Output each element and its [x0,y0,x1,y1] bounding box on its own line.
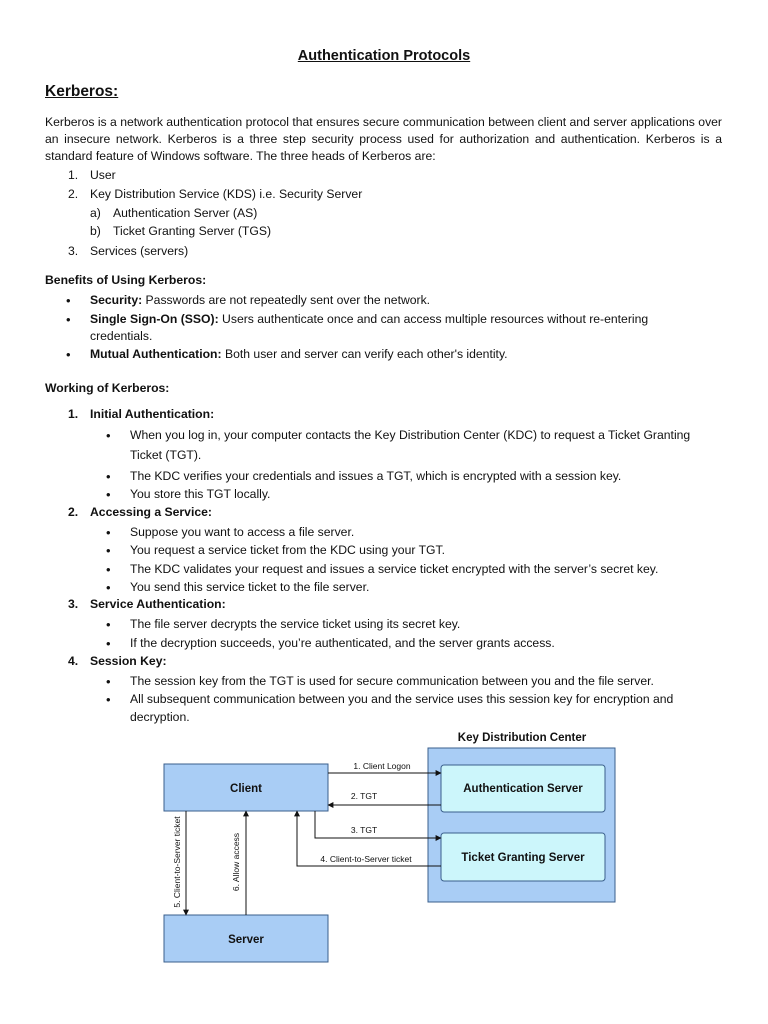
list-letter: a) [90,206,101,220]
ticket-granting-server-label: Ticket Granting Server [461,852,585,864]
bullet: • [106,562,111,577]
step2-item: The KDC validates your request and issues a service ticket encrypted with the server’s secret key. [130,562,659,576]
step2-item: You send this service ticket to the file server. [130,580,370,594]
list-letter: b) [90,224,101,238]
bullet: • [106,525,111,540]
step-number: 1. [68,407,79,421]
step4-item: The session key from the TGT is used for secure communication between you and the file server. [130,674,654,688]
kdc-title: Key Distribution Center [457,732,587,744]
step1-item: The KDC verifies your credentials and issues a TGT, which is encrypted with a session key. [130,469,622,483]
arrow-tgt-to-tgs [315,811,441,838]
bullet: • [106,580,111,595]
bullet: • [106,636,111,651]
label-allow-access: 6. Allow access [231,832,241,892]
list-number: 2. [68,187,79,201]
label-tgt-to-tgs: 3. TGT [350,825,378,835]
bullet: • [106,428,111,443]
list-number: 3. [68,244,79,258]
intro-paragraph: Kerberos is a network authentication protocol that ensures secure communication between client and server applications over an insecure network. Kerberos is a three step security process used for authorization and authentication. Kerberos is a standard feature of Windows software. The three heads of Kerberos are: [45,115,722,163]
list-item-user: User [90,168,116,182]
benefit-sso-continued: credentials. [90,329,153,343]
bullet: • [66,347,71,362]
step1-item-continued: Ticket (TGT). [130,448,202,462]
server-label: Server [228,934,264,946]
step3-item: The file server decrypts the service ticket using its secret key. [130,617,461,631]
label-client-to-server-ticket: 4. Client-to-Server ticket [320,854,412,864]
bullet: • [106,692,111,707]
authentication-server-label: Authentication Server [463,783,583,795]
bullet: • [106,674,111,689]
step-initial-authentication: Initial Authentication: [90,407,215,421]
step-number: 4. [68,654,79,668]
label-tgt-return: 2. TGT [350,791,378,801]
step-accessing-service: Accessing a Service: [90,505,212,519]
benefit-sso: Single Sign-On (SSO): Users authenticate once and can access multiple resources without re-entering [90,312,649,326]
step-number: 3. [68,597,79,611]
list-number: 1. [68,168,79,182]
bullet: • [106,617,111,632]
bullet: • [106,469,111,484]
step2-item: You request a service ticket from the KDC using your TGT. [130,543,445,557]
step1-item: When you log in, your computer contacts the Key Distribution Center (KDC) to request a Ticket Granting [130,428,691,442]
list-item-as: Authentication Server (AS) [113,206,258,220]
step3-item: If the decryption succeeds, you’re authenticated, and the server grants access. [130,636,555,650]
list-item-kds: Key Distribution Service (KDS) i.e. Security Server [90,187,363,201]
list-item-tgs: Ticket Granting Server (TGS) [113,224,272,238]
benefit-mutual-auth: Mutual Authentication: Both user and server can verify each other's identity. [90,347,508,361]
step4-item-continued: decryption. [130,710,190,724]
benefits-heading: Benefits of Using Kerberos: [45,273,207,287]
step2-item: Suppose you want to access a file server. [130,525,355,539]
bullet: • [66,293,71,308]
working-heading: Working of Kerberos: [45,381,170,395]
page-title: Authentication Protocols [297,48,471,64]
list-item-services: Services (servers) [90,244,189,258]
bullet: • [66,312,71,327]
step-session-key: Session Key: [90,654,167,668]
label-ticket-to-server: 5. Client-to-Server ticket [172,816,182,908]
step4-item: All subsequent communication between you and the service uses this session key for encryption and [130,692,674,706]
benefit-security: Security: Passwords are not repeatedly sent over the network. [90,293,431,307]
section-heading-kerberos: Kerberos: [45,83,119,100]
bullet: • [106,543,111,558]
step1-item: You store this TGT locally. [130,487,271,501]
client-label: Client [230,783,262,795]
step-number: 2. [68,505,79,519]
bullet: • [106,487,111,502]
label-client-logon: 1. Client Logon [353,761,411,771]
step-service-authentication: Service Authentication: [90,597,226,611]
